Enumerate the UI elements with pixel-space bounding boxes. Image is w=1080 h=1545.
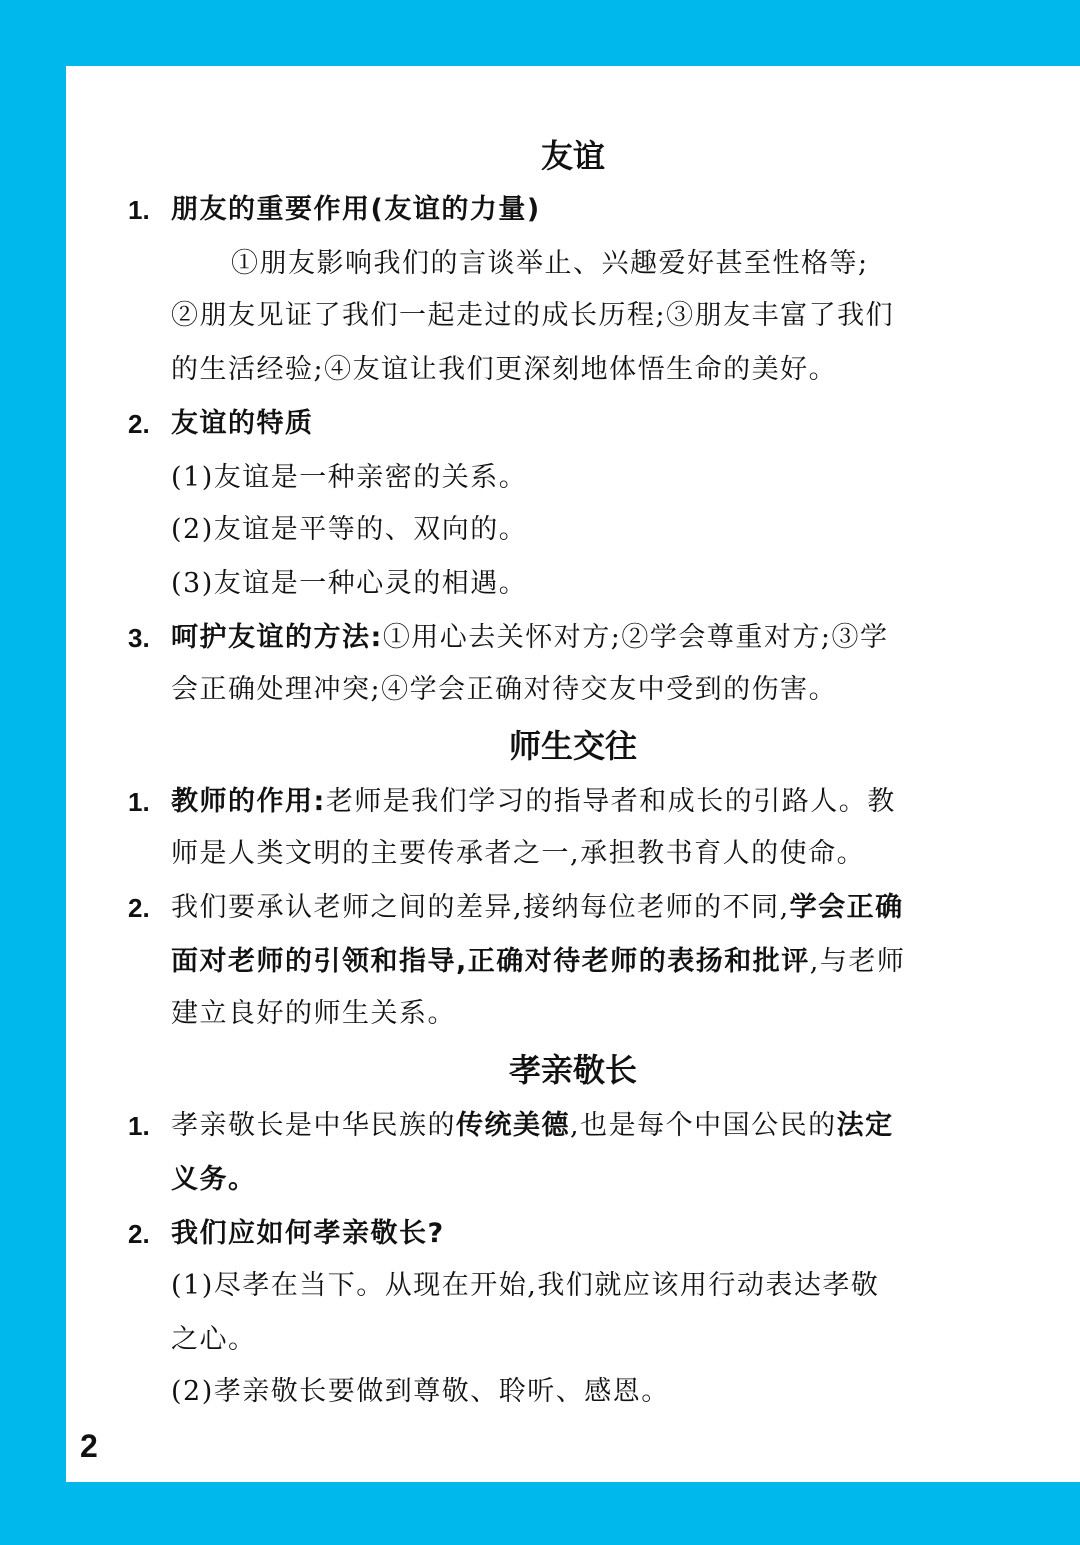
emphasis-text: 法定 <box>836 1110 894 1141</box>
text-run: 我们要承认老师之间的差异,接纳每位老师的不同, <box>171 892 790 923</box>
item-number: 1. <box>128 787 150 817</box>
text-run: ①用心去关怀对方;②学会尊重对方;③学 <box>382 622 889 653</box>
document-page <box>66 66 1080 1482</box>
list-item: (3)友谊是一种心灵的相遇。 <box>171 568 528 599</box>
paragraph-line: 的生活经验;④友谊让我们更深刻地体悟生命的美好。 <box>171 354 838 385</box>
paragraph-line: ②朋友见证了我们一起走过的成长历程;③朋友丰富了我们 <box>171 300 895 331</box>
list-item: (1)友谊是一种亲密的关系。 <box>171 462 528 493</box>
emphasis-text: 面对老师的引领和指导,正确对待老师的表扬和批评 <box>171 946 810 977</box>
item-heading: 朋友的重要作用(友谊的力量) <box>171 194 541 225</box>
paragraph-line: ①朋友影响我们的言谈举止、兴趣爱好甚至性格等; <box>231 248 869 279</box>
section-title-friendship: 友谊 <box>540 137 605 175</box>
text-run: 孝亲敬长是中华民族的 <box>171 1110 456 1141</box>
emphasis-text: 传统美德 <box>456 1110 570 1141</box>
list-item: (2)孝亲敬长要做到尊敬、聆听、感恩。 <box>171 1376 670 1407</box>
paragraph-line: 师是人类文明的主要传承者之一,承担教书育人的使命。 <box>171 838 866 869</box>
paragraph-line: 会正确处理冲突;④学会正确对待交友中受到的伤害。 <box>171 674 838 705</box>
item-number: 2. <box>128 893 150 923</box>
section-title-filial-piety: 孝亲敬长 <box>508 1051 637 1089</box>
emphasis-text: 学会正确 <box>789 892 904 923</box>
list-item: (1)尽孝在当下。从现在开始,我们就应该用行动表达孝敬 <box>171 1270 880 1301</box>
paragraph-line <box>171 1108 894 1144</box>
item-number: 1. <box>128 1111 150 1141</box>
paragraph-line <box>171 944 905 980</box>
text-run: ,与老师 <box>809 946 906 977</box>
item-number: 2. <box>128 1219 150 1249</box>
item-number: 1. <box>128 195 150 225</box>
paragraph-line <box>171 890 904 926</box>
item-heading: 友谊的特质 <box>171 408 314 439</box>
item-number: 3. <box>128 623 150 653</box>
item-heading: 呵护友谊的方法: <box>171 622 383 653</box>
item-heading: 教师的作用: <box>171 786 326 817</box>
item-number: 2. <box>128 409 150 439</box>
paragraph-line: 建立良好的师生关系。 <box>171 998 456 1029</box>
page-number: 2 <box>80 1428 98 1464</box>
paragraph-line: 之心。 <box>171 1324 257 1355</box>
paragraph-line <box>171 784 896 820</box>
list-item: (2)友谊是平等的、双向的。 <box>171 514 528 545</box>
text-run: ,也是每个中国公民的 <box>570 1110 837 1141</box>
item-heading: 我们应如何孝亲敬长? <box>171 1218 445 1249</box>
paragraph-line <box>171 620 889 656</box>
text-run: 老师是我们学习的指导者和成长的引路人。教 <box>325 786 896 817</box>
section-title-teacher-student: 师生交往 <box>508 727 637 765</box>
paragraph-line: 义务。 <box>171 1164 257 1195</box>
